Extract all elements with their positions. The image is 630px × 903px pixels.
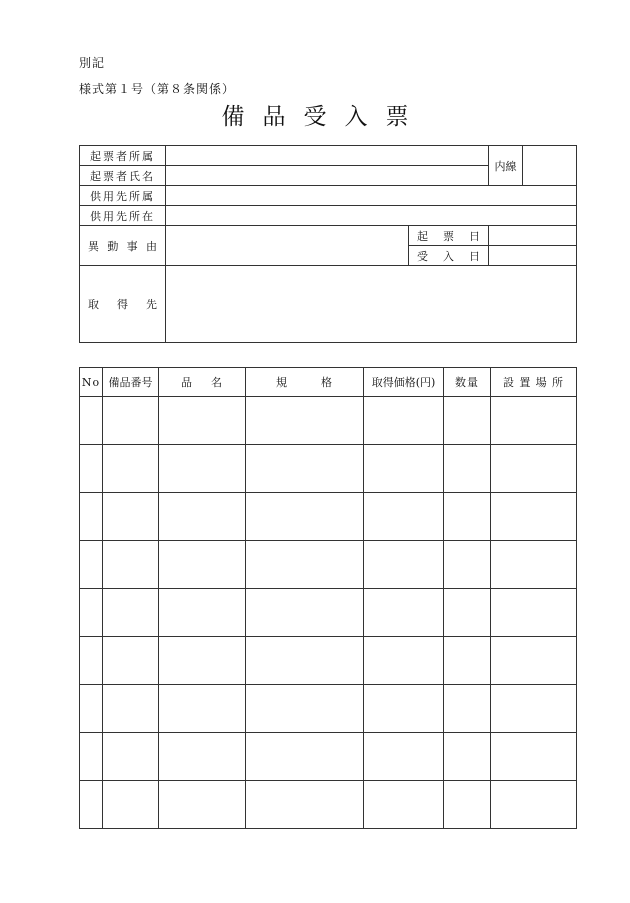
table-row xyxy=(80,445,577,493)
asset-number-cell[interactable] xyxy=(103,397,159,445)
acquisition-price-cell[interactable] xyxy=(364,493,444,541)
extension-label: 内線 xyxy=(489,146,523,186)
specification-cell[interactable] xyxy=(246,493,364,541)
reason-field[interactable] xyxy=(166,226,409,266)
no-cell[interactable] xyxy=(80,733,103,781)
asset-number-cell[interactable] xyxy=(103,781,159,829)
quantity-cell[interactable] xyxy=(444,397,491,445)
table-row xyxy=(80,685,577,733)
quantity-cell[interactable] xyxy=(444,637,491,685)
item-name-cell[interactable] xyxy=(159,397,246,445)
no-cell[interactable] xyxy=(80,445,103,493)
specification-cell[interactable] xyxy=(246,733,364,781)
col-item-name: 品名 xyxy=(159,368,246,397)
item-name-cell[interactable] xyxy=(159,541,246,589)
specification-cell[interactable] xyxy=(246,589,364,637)
item-name-cell[interactable] xyxy=(159,781,246,829)
no-cell[interactable] xyxy=(80,685,103,733)
col-acquisition-price: 取得価格(円) xyxy=(364,368,444,397)
acquisition-price-cell[interactable] xyxy=(364,733,444,781)
install-location-cell[interactable] xyxy=(491,781,577,829)
quantity-cell[interactable] xyxy=(444,589,491,637)
no-cell[interactable] xyxy=(80,541,103,589)
no-cell[interactable] xyxy=(80,493,103,541)
install-location-cell[interactable] xyxy=(491,733,577,781)
source-label: 取得先 xyxy=(80,266,166,343)
issuer-dept-label: 起票者所属 xyxy=(80,146,166,166)
quantity-cell[interactable] xyxy=(444,685,491,733)
acquisition-price-cell[interactable] xyxy=(364,541,444,589)
receive-date-field[interactable] xyxy=(489,246,577,266)
header-form-table xyxy=(79,145,577,343)
col-no: No xyxy=(80,368,103,397)
no-cell[interactable] xyxy=(80,781,103,829)
quantity-cell[interactable] xyxy=(444,541,491,589)
col-install-location: 設置場所 xyxy=(491,368,577,397)
acquisition-price-cell[interactable] xyxy=(364,637,444,685)
issuer-name-label: 起票者氏名 xyxy=(80,166,166,186)
issue-date-field[interactable] xyxy=(489,226,577,246)
col-asset-number: 備品番号 xyxy=(103,368,159,397)
acquisition-price-cell[interactable] xyxy=(364,445,444,493)
items-table xyxy=(79,367,577,829)
no-cell[interactable] xyxy=(80,637,103,685)
col-specification: 規格 xyxy=(246,368,364,397)
acquisition-price-cell[interactable] xyxy=(364,589,444,637)
table-row xyxy=(80,493,577,541)
asset-number-cell[interactable] xyxy=(103,589,159,637)
issuer-name-field[interactable] xyxy=(166,166,489,186)
asset-number-cell[interactable] xyxy=(103,541,159,589)
install-location-cell[interactable] xyxy=(491,493,577,541)
issuer-dept-field[interactable] xyxy=(166,146,489,166)
item-name-cell[interactable] xyxy=(159,493,246,541)
form-number: 様式第１号（第８条関係） xyxy=(79,82,236,96)
item-name-cell[interactable] xyxy=(159,445,246,493)
item-name-cell[interactable] xyxy=(159,589,246,637)
specification-cell[interactable] xyxy=(246,541,364,589)
item-name-cell[interactable] xyxy=(159,637,246,685)
source-field[interactable] xyxy=(166,266,577,343)
user-dept-field[interactable] xyxy=(166,186,577,206)
specification-cell[interactable] xyxy=(246,685,364,733)
install-location-cell[interactable] xyxy=(491,445,577,493)
table-row xyxy=(80,589,577,637)
no-cell[interactable] xyxy=(80,397,103,445)
quantity-cell[interactable] xyxy=(444,781,491,829)
quantity-cell[interactable] xyxy=(444,733,491,781)
receive-date-label: 受入日 xyxy=(409,246,489,266)
attachment-label: 別記 xyxy=(79,56,106,70)
user-location-label: 供用先所在 xyxy=(80,206,166,226)
user-dept-label: 供用先所属 xyxy=(80,186,166,206)
reason-label: 異動事由 xyxy=(80,226,166,266)
extension-field[interactable] xyxy=(523,146,577,186)
table-row xyxy=(80,781,577,829)
page-title: 備品受入票 xyxy=(221,104,427,130)
table-row xyxy=(80,541,577,589)
specification-cell[interactable] xyxy=(246,397,364,445)
item-name-cell[interactable] xyxy=(159,685,246,733)
acquisition-price-cell[interactable] xyxy=(364,397,444,445)
install-location-cell[interactable] xyxy=(491,685,577,733)
user-location-field[interactable] xyxy=(166,206,577,226)
table-row xyxy=(80,397,577,445)
asset-number-cell[interactable] xyxy=(103,445,159,493)
acquisition-price-cell[interactable] xyxy=(364,685,444,733)
item-name-cell[interactable] xyxy=(159,733,246,781)
acquisition-price-cell[interactable] xyxy=(364,781,444,829)
install-location-cell[interactable] xyxy=(491,541,577,589)
table-row xyxy=(80,733,577,781)
issue-date-label: 起票日 xyxy=(409,226,489,246)
install-location-cell[interactable] xyxy=(491,589,577,637)
quantity-cell[interactable] xyxy=(444,445,491,493)
no-cell[interactable] xyxy=(80,589,103,637)
items-header-row xyxy=(80,368,577,397)
quantity-cell[interactable] xyxy=(444,493,491,541)
asset-number-cell[interactable] xyxy=(103,493,159,541)
asset-number-cell[interactable] xyxy=(103,733,159,781)
col-quantity: 数量 xyxy=(444,368,491,397)
install-location-cell[interactable] xyxy=(491,397,577,445)
specification-cell[interactable] xyxy=(246,637,364,685)
install-location-cell[interactable] xyxy=(491,637,577,685)
asset-number-cell[interactable] xyxy=(103,637,159,685)
table-row xyxy=(80,637,577,685)
specification-cell[interactable] xyxy=(246,781,364,829)
asset-number-cell[interactable] xyxy=(103,685,159,733)
specification-cell[interactable] xyxy=(246,445,364,493)
